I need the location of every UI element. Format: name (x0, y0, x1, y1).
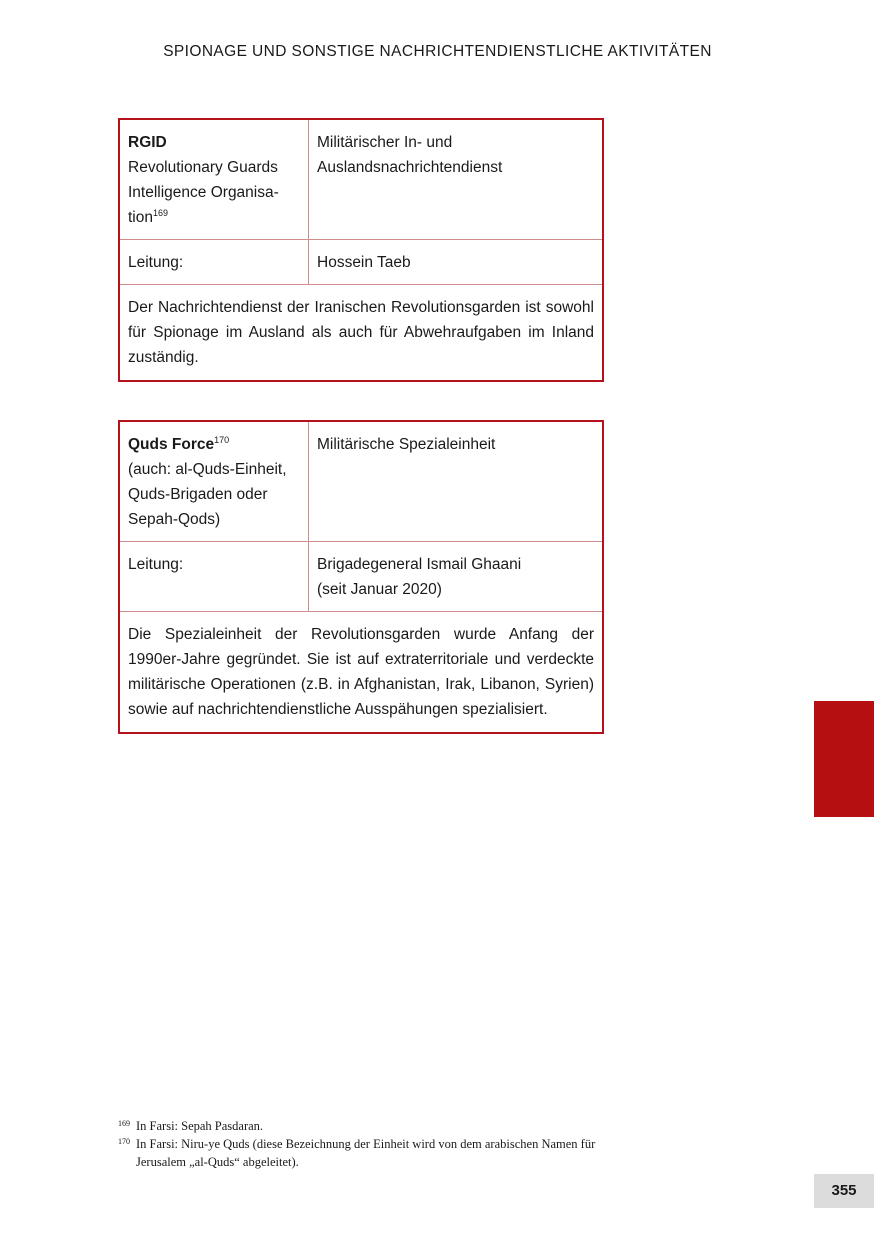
organisation-description: Die Spezialeinheit der Revolutionsgarden wurde Anfang der 1990er-Jahre gegründet. Sie ist auf extraterritoriale und verdeckte militärische Operationen (z.B. in Afghanistan, Irak, Libanon, Syrien) sowie auf nachrichtendienstliche Ausspähungen spezialisiert. (128, 626, 594, 718)
organisation-role-line: Militärischer In- und (317, 134, 453, 151)
footnote-reference: 170 (214, 435, 230, 445)
organisation-name-line: (auch: al-Quds-Einheit, (128, 461, 287, 478)
running-header: SPIONAGE UND SONSTIGE NACHRICHTENDIENSTLICHE AKTIVITÄTEN (163, 43, 712, 60)
leitung-value-line: (seit Januar 2020) (317, 581, 442, 598)
organisation-role-cell (309, 422, 602, 541)
leitung-label: Leitung: (120, 240, 309, 284)
organisation-name-line: tion (128, 209, 153, 226)
organisation-name-line: Revolutionary Guards (128, 159, 278, 176)
organisation-role-cell (309, 120, 602, 239)
organisation-name-cell (120, 422, 309, 541)
organisation-role-line: Militärische Spezialeinheit (317, 436, 496, 453)
organisation-description: Der Nachrichtendienst der Iranischen Revolutionsgarden ist sowohl für Spionage im Ausland als auch für Abwehraufgaben im Inland zuständig. (128, 299, 594, 366)
page-number: 355 (814, 1174, 874, 1208)
footnote-number: 169 (118, 1119, 130, 1128)
description-row (120, 612, 602, 732)
organisation-name-last-line (128, 205, 300, 230)
footnote-text: In Farsi: Sepah Pasdaran. (136, 1119, 264, 1133)
info-box-quds-force (118, 420, 604, 734)
info-box-header-row (120, 120, 602, 240)
info-box-header-row (120, 422, 602, 542)
organisation-title-line (128, 432, 300, 457)
footnotes (118, 1117, 604, 1171)
info-box-rgid (118, 118, 604, 382)
leitung-row (120, 240, 602, 285)
leitung-value-cell (309, 542, 602, 611)
organisation-name-line: Intelligence Organisa- (128, 184, 279, 201)
organisation-name-line: Quds-Brigaden oder (128, 486, 268, 503)
organisation-name-line: Sepah-Qods) (128, 511, 221, 528)
description-row (120, 285, 602, 380)
footnote-text: In Farsi: Niru-ye Quds (diese Bezeichnung der Einheit wird von dem arabischen Namen für Jerusalem „al-Quds“ abgeleitet). (136, 1137, 596, 1169)
chapter-thumb-tab (814, 701, 874, 817)
footnote-reference: 169 (153, 208, 169, 218)
leitung-label: Leitung: (120, 542, 309, 611)
leitung-value-line: Hossein Taeb (317, 254, 411, 271)
organisation-acronym: RGID (128, 134, 167, 151)
organisation-role-line: Auslandsnachrichtendienst (317, 159, 503, 176)
footnote-item (118, 1135, 604, 1171)
footnote-item (118, 1117, 604, 1135)
organisation-name-cell (120, 120, 309, 239)
footnote-number: 170 (118, 1137, 130, 1146)
leitung-row (120, 542, 602, 612)
leitung-value-line: Brigadegeneral Ismail Ghaani (317, 556, 522, 573)
organisation-name: Quds Force (128, 436, 215, 453)
leitung-value-cell (309, 240, 602, 284)
